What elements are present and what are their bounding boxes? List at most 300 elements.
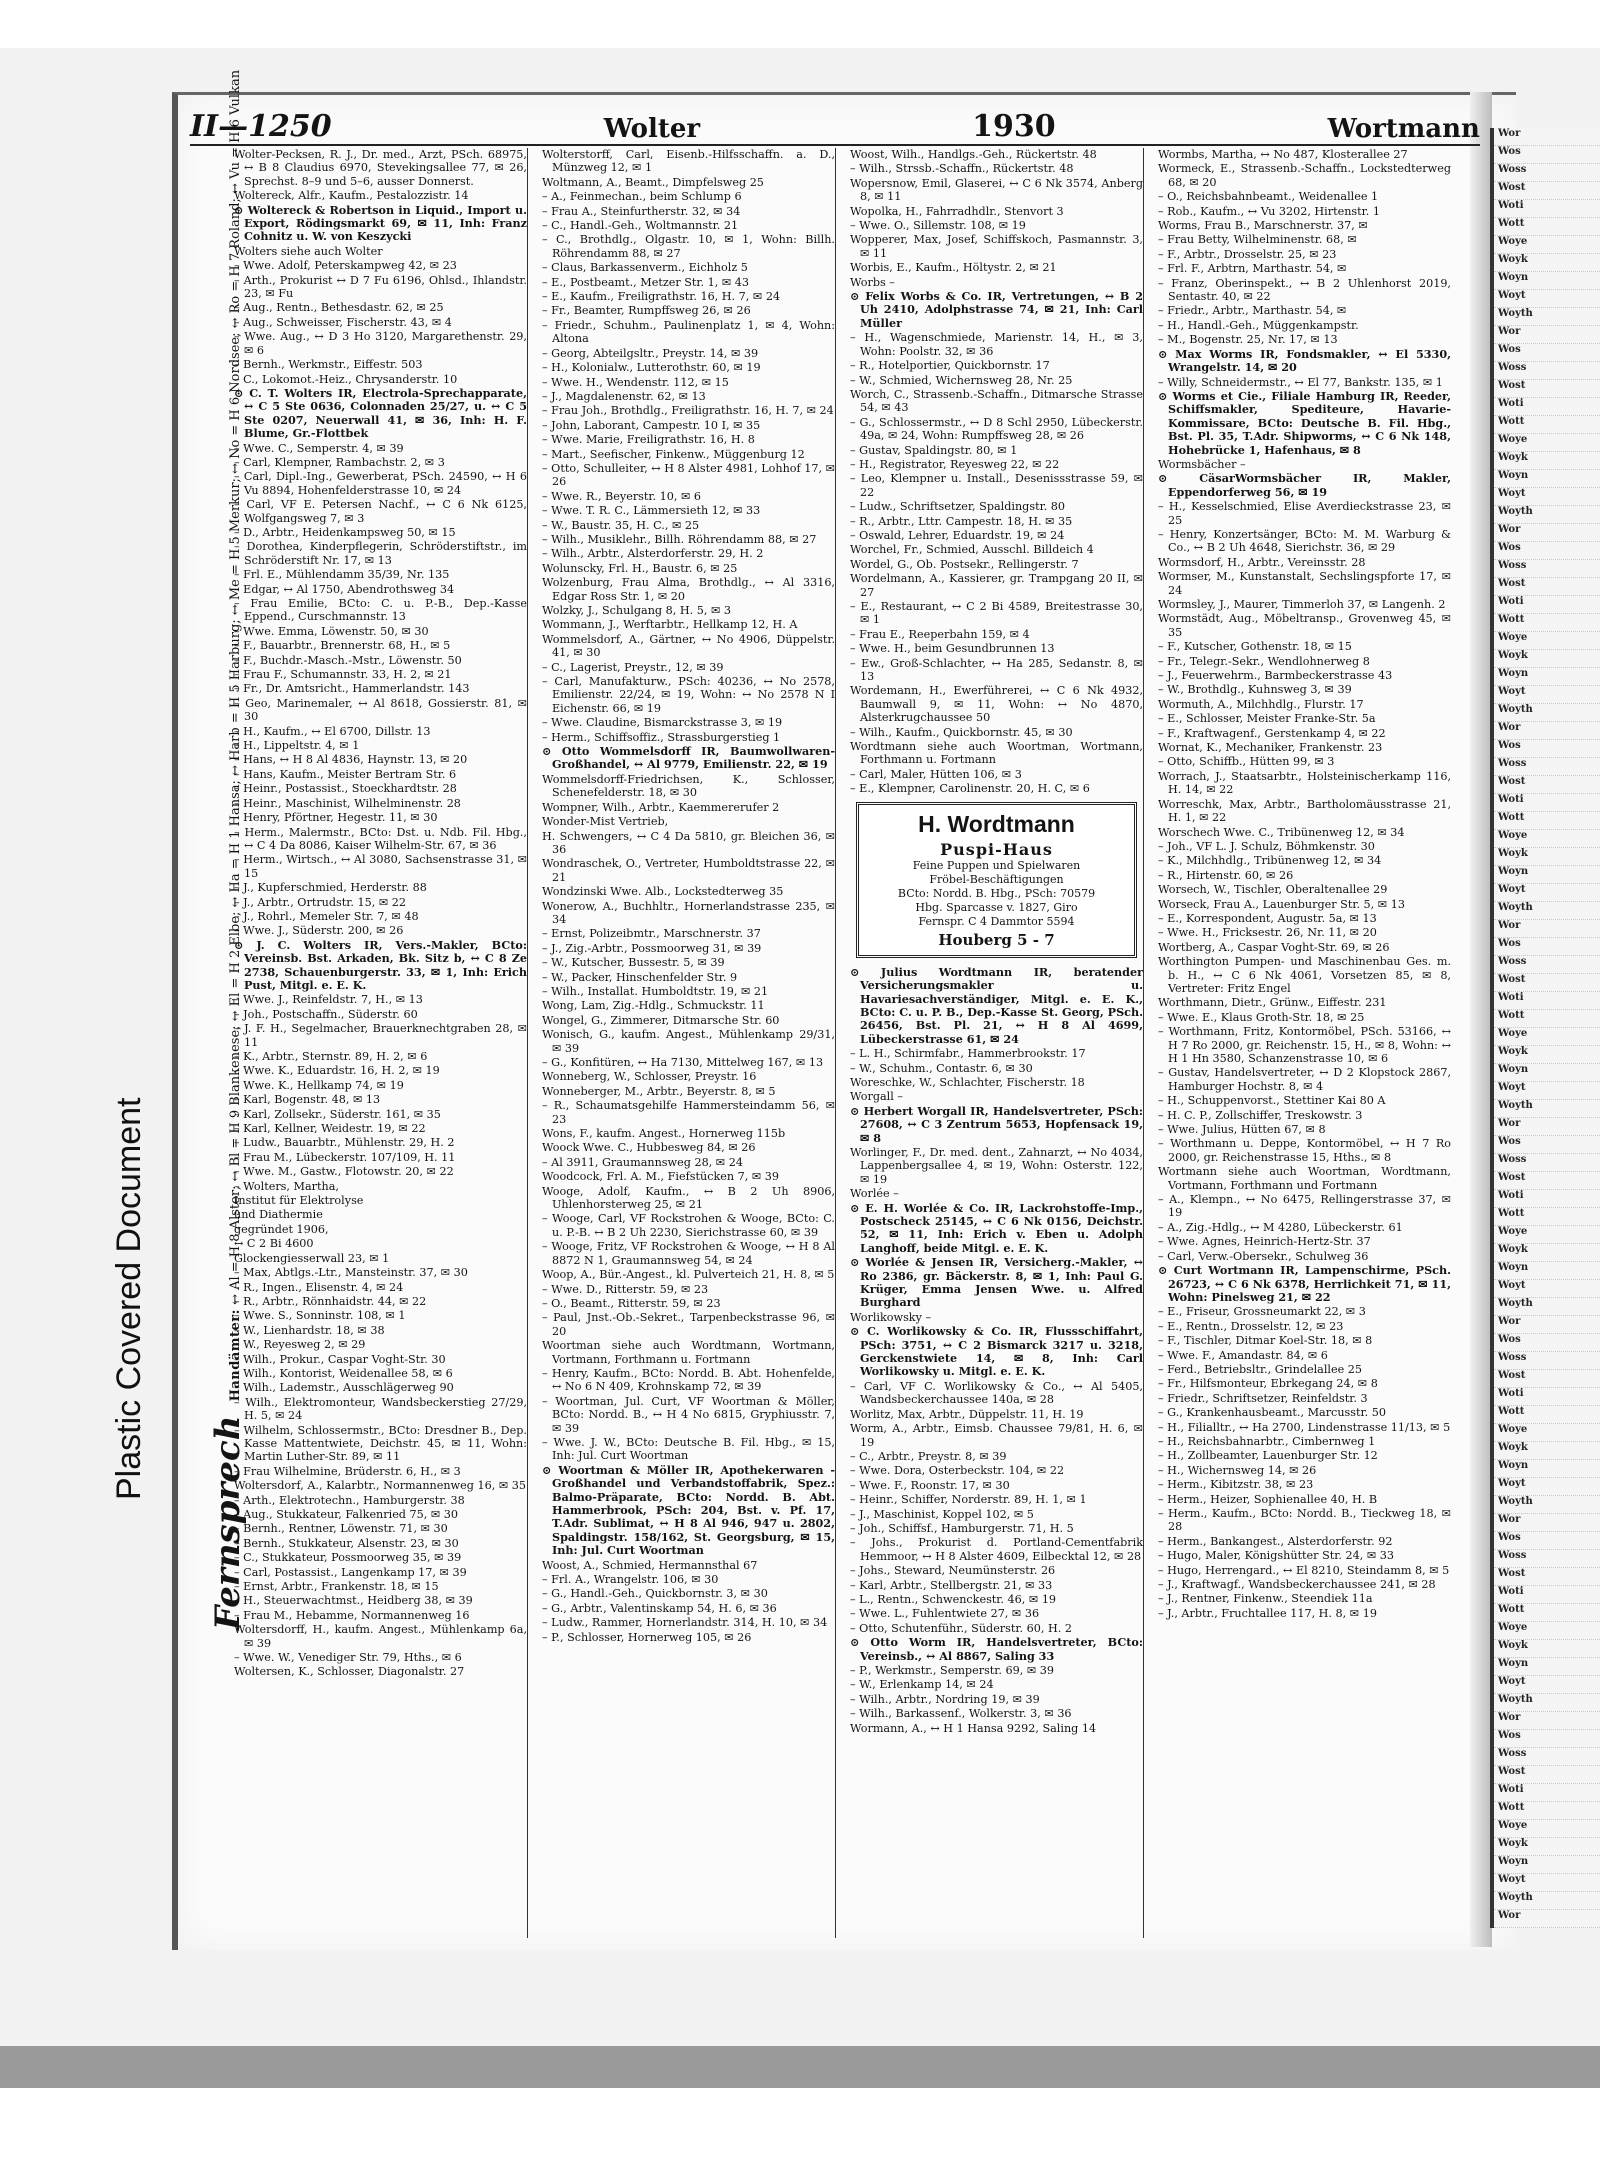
directory-entry: – H., Lippeltstr. 4, ✉ 1 (234, 739, 360, 753)
next-page-fragment: Woss (1494, 758, 1600, 776)
directory-entry: Woltersen, K., Schlosser, Diagonalstr. 27 (234, 1665, 465, 1679)
directory-entry: ⊙ Herbert Worgall IR, Handelsvertreter, PSch: 27608, ↔ C 3 Zentrum 5653, Hopfensack 19, ✉ 8 (850, 1103, 1143, 1145)
directory-entry: – Leo, Klempner u. Install., Desenissstrasse 59, ✉ 22 (850, 472, 1143, 499)
directory-entry: – Hans, ↔ H 8 Al 4836, Haynstr. 13, ✉ 20 (234, 753, 468, 767)
directory-entry: ⊙ Otto Wommelsdorff IR, Baumwollwaren-Großhandel, ↔ Al 9779, Emilienstr. 22, ✉ 19 (542, 744, 835, 772)
directory-entry: – Friedr., Schuhm., Paulinenplatz 1, ✉ 4, Wohn: Altona (542, 318, 835, 346)
directory-entry: – Wwe. J., Reinfeldstr. 7, H., ✉ 13 (234, 993, 423, 1007)
directory-entry: – Wilh., Musiklehr., Billh. Röhrendamm 88, ✉ 27 (542, 532, 817, 546)
directory-entry: – H., Zollbeamter, Lauenburger Str. 12 (1158, 1449, 1378, 1463)
directory-entry: – Herm., Wirtsch., ↔ Al 3080, Sachsenstrasse 31, ✉ 15 (234, 853, 527, 880)
directory-entry: – O., Reichsbahnbeamt., Weidenallee 1 (1158, 190, 1379, 204)
directory-entry: Woortman siehe auch Wordtmann, Wortmann, Vortmann, Forthmann u. Fortmann (542, 1339, 835, 1366)
directory-entry: – C., Handl.-Geh., Woltmannstr. 21 (542, 219, 739, 233)
directory-entry: ⊙ Julius Wordtmann IR, beratender Versicherungsmakler u. Havariesachverständiger, Mitgl. e. E. K., BCto: C. u. P. B., Dep.-Kasse St. Georg, PSch. 26456, Bst. Pl. 21, ↔ H 8 Al 4699, Lübeckerstrasse 61, ✉ 24 (850, 964, 1143, 1046)
directory-entry: – W., Kutscher, Bussestr. 5, ✉ 39 (542, 956, 725, 970)
next-page-fragment: Woye (1494, 1424, 1600, 1442)
directory-entry: – Woortman, Jul. Curt, VF Woortman & Möller, BCto: Nordd. B., ↔ H 4 No 6815, Gryphiusstr. 7, ✉ 39 (542, 1394, 835, 1435)
directory-entry: ⊙ Curt Wortmann IR, Lampenschirme, PSch. 26723, ↔ C 6 Nk 6378, Herrlichkeit 71, ✉ 11, Wohn: Pinelsweg 21, ✉ 22 (1158, 1263, 1451, 1304)
next-page-fragment: Woyn (1494, 1064, 1600, 1082)
directory-entry: – Rob., Kaufm., ↔ Vu 3202, Hirtenstr. 1 (1158, 204, 1381, 218)
next-page-fragment: Wos (1494, 740, 1600, 758)
column-4 (1158, 148, 1451, 1938)
directory-entry: – E., Restaurant, ↔ C 2 Bi 4589, Breitestrasse 30, ✉ 1 (850, 600, 1143, 627)
directory-entry: Wordelmann, A., Kassierer, gr. Trampgang 20 II, ✉ 27 (850, 572, 1143, 599)
directory-entry: Wornat, K., Mechaniker, Frankenstr. 23 (1158, 741, 1383, 755)
directory-entry: – Wilh., Lademstr., Ausschlägerweg 90 (234, 1381, 454, 1395)
directory-entry: Wonerow, A., Buchhltr., Hornerlandstrasse 235, ✉ 34 (542, 899, 835, 926)
next-page-fragment: Wost (1494, 974, 1600, 992)
next-page-fragment: Woyt (1494, 488, 1600, 506)
directory-entry: Worlée – (850, 1187, 899, 1201)
directory-entry: – Wooge, Fritz, VF Rockstrohen & Wooge, ↔ H 8 Al 8872 N 1, Graumannsweg 54, ✉ 24 (542, 1240, 835, 1267)
directory-entry: – Fr., Beamter, Rumpffsweg 26, ✉ 26 (542, 304, 751, 318)
column-1 (234, 148, 528, 1938)
directory-entry: – W., Packer, Hinschenfelder Str. 9 (542, 970, 738, 984)
next-page-fragment: Wor (1494, 722, 1600, 740)
directory-entry: – John, Laborant, Campestr. 10 I, ✉ 35 (542, 418, 761, 432)
directory-entry: Wongel, G., Zimmerer, Ditmarsche Str. 60 (542, 1013, 780, 1027)
directory-entry: – Wooge, Carl, VF Rockstrohen & Wooge, BCto: C. u. P.-B. ↔ B 2 Uh 2230, Sierichstrasse 60, ✉ 39 (542, 1212, 835, 1239)
directory-entry: ⊙ Worms et Cie., Filiale Hamburg IR, Reeder, Schiffsmakler, Spediteure, Havarie-Kommissare, BCto: Deutsche B. Fil. Hbg., Bst. Pl. 35, T.Adr. Shipworms, ↔ C 6 Nk 148, Hohebrücke 1, Hafenhaus, ✉ 8 (1158, 388, 1451, 457)
next-page-fragment: Wost (1494, 1568, 1600, 1586)
directory-entry: – Franz, Oberinspekt., ↔ B 2 Uhlenhorst 2019, Sentastr. 40, ✉ 22 (1158, 276, 1451, 304)
directory-entry: – Ludw., Bauarbtr., Mühlenstr. 29, H. 2 (234, 1136, 455, 1150)
next-page-fragment: Woyn (1494, 272, 1600, 290)
directory-entry: Wormeck, E., Strassenb.-Schaffn., Lockstedterweg 68, ✉ 20 (1158, 162, 1451, 189)
directory-entry: – L., Rentn., Schwenckestr. 46, ✉ 19 (850, 1592, 1057, 1606)
next-page-fragment: Woss (1494, 1748, 1600, 1766)
directory-entry: Worsech, W., Tischler, Oberaltenallee 29 (1158, 883, 1388, 897)
directory-entry: Glockengiesserwall 23, ✉ 1 (234, 1251, 390, 1265)
directory-entry: – M., Bogenstr. 25, Nr. 17, ✉ 13 (1158, 333, 1338, 347)
directory-entry: – J., Feuerwehrm., Barmbeckerstrasse 43 (1158, 669, 1393, 683)
directory-entry: Worlinger, F., Dr. med. dent., Zahnarzt, ↔ No 4034, Lappenbergsallee 4, ✉ 19, Wohn: Osterstr. 122, ✉ 19 (850, 1145, 1143, 1186)
ad-line: Fernspr. C 4 Dammtor 5594 (918, 914, 1075, 928)
directory-entry: Wormuth, A., Milchhdlg., Flurstr. 17 (1158, 697, 1364, 711)
next-page-fragment: Woyn (1494, 1856, 1600, 1874)
directory-entry: – Wwe. H., Fricksestr. 26, Nr. 11, ✉ 20 (1158, 926, 1377, 940)
directory-entry: – Ernst, Arbtr., Frankenstr. 18, ✉ 15 (234, 1580, 439, 1594)
next-page-fragment: Wott (1494, 1010, 1600, 1028)
directory-entry: – Heinr., Maschinist, Wilhelminenstr. 28 (234, 796, 461, 810)
directory-entry: ⊙ Woltereck & Robertson in Liquid., Import u. Export, Rödingsmarkt 69, ✉ 11, Inh: Franz Cohnitz u. W. von Keszycki (234, 202, 527, 244)
directory-entry: – Carl, Verw.-Obersekr., Schulweg 36 (1158, 1249, 1369, 1263)
next-page-fragment: Wor (1494, 524, 1600, 542)
directory-entry: – J., Arbtr., Fruchtallee 117, H. 8, ✉ 19 (1158, 1606, 1377, 1620)
directory-entry: Worlitz, Max, Arbtr., Düppelstr. 11, H. 19 (850, 1407, 1084, 1421)
directory-entry: – H., Handl.-Geh., Müggenkampstr. (1158, 318, 1359, 332)
directory-entry: – Arth., Prokurist ↔ D 7 Fu 6196, Ohlsd., Ihlandstr. 23, ✉ Fu (234, 273, 527, 301)
directory-entry: – Aug., Stukkateur, Falkenried 75, ✉ 30 (234, 1508, 459, 1521)
directory-entry: Worm, A., Arbtr., Eimsb. Chaussee 79/81, H. 6, ✉ 19 (850, 1422, 1143, 1449)
next-page-fragment: Woti (1494, 1784, 1600, 1802)
ad-line: Fröbel-Beschäftigungen (929, 872, 1064, 886)
directory-entry: – J. F. H., Segelmacher, Brauerknechtgraben 28, ✉ 11 (234, 1022, 527, 1049)
directory-entry: – Carl, Manufakturw., PSch: 40236, ↔ No 2578, Emilienstr. 22/24, ✉ 19, Wohn: ↔ No 2578 N I Eichenstr. 66, ✉ 19 (542, 675, 835, 715)
next-page-fragment: Wott (1494, 218, 1600, 236)
directory-entry: – Wwe. Emma, Löwenstr. 50, ✉ 30 (234, 624, 429, 638)
scan-bottom-band (0, 2046, 1600, 2088)
directory-entry: ⊙ CäsarWormsbächer IR, Makler, Eppendorferweg 56, ✉ 19 (1158, 471, 1451, 499)
directory-entry: – Frau M., Lübeckerstr. 107/109, H. 11 (234, 1150, 456, 1164)
ad-title: H. Wordtmann (918, 810, 1075, 837)
directory-entry: – G., Handl.-Geh., Quickbornstr. 3, ✉ 30 (542, 1587, 768, 1601)
directory-entry: – Henry, Kaufm., BCto: Nordd. B. Abt. Hohenfelde, ↔ No 6 N 409, Krohnskamp 72, ✉ 39 (542, 1366, 835, 1394)
next-page-fragment: Wor (1494, 128, 1600, 146)
legend-codes: ↔ Al = H 8 Alster; ↔ Bl = H 9 Blankenese; ↔ El = H 2 Elbe; ↔ Ha = H 1 Hansa; ↔ Harb = H 5 Harburg; ↔ Me = H 5 Merkur; ↔ No = H 6 Nordsee; ↔ Ro = H 7 Roland; ↔ Vu = H 6 Vulkan (228, 69, 243, 1305)
directory-entry: Woost, A., Schmied, Hermannsthal 67 (542, 1558, 758, 1572)
directory-entry: – Claus, Barkassenverm., Eichholz 5 (542, 261, 748, 275)
directory-entry: – Carl, Klempner, Rambachstr. 2, ✉ 3 (234, 455, 445, 469)
next-page-fragment: Woyth (1494, 1496, 1600, 1514)
directory-entry: – Wwe. Aug., ↔ D 3 Ho 3120, Margarethenstr. 29, ✉ 6 (234, 330, 527, 357)
directory-entry: – R., Ingen., Elisenstr. 4, ✉ 24 (234, 1280, 404, 1294)
directory-entry: – Wwe. S., Sonninstr. 108, ✉ 1 (234, 1309, 406, 1323)
directory-entry: Wolzenburg, Frau Alma, Brothdlg., ↔ Al 3316, Edgar Ross Str. 1, ✉ 20 (542, 576, 835, 603)
directory-entry: – Wwe. E., Klaus Groth-Str. 18, ✉ 25 (1158, 1010, 1365, 1024)
directory-entry: Woost, Wilh., Handlgs.-Geh., Rückertstr. 48 (850, 148, 1097, 161)
next-page-fragment: Woyth (1494, 704, 1600, 722)
next-page-fragment: Woyt (1494, 1478, 1600, 1496)
next-page-fragment: Wott (1494, 1406, 1600, 1424)
next-page-fragment: Wos (1494, 344, 1600, 362)
directory-entry: – Georg, Abteilgsltr., Preystr. 14, ✉ 39 (542, 346, 759, 360)
next-page-fragment: Wor (1494, 920, 1600, 938)
directory-entry: Woreschke, W., Schlachter, Fischerstr. 18 (850, 1075, 1085, 1089)
directory-entry: Wolunscky, Frl. H., Baustr. 6, ✉ 25 (542, 561, 738, 575)
directory-entry: – Wwe. J., Süderstr. 200, ✉ 26 (234, 924, 404, 938)
directory-entry: – C., Stukkateur, Possmoorweg 35, ✉ 39 (234, 1551, 462, 1565)
next-page-fragment: Woyth (1494, 902, 1600, 920)
directory-entry: – Carl, VF C. Worlikowsky & Co., ↔ Al 5405, Wandsbeckerchaussee 140a, ✉ 28 (850, 1379, 1143, 1407)
directory-entry: – Wwe. H., beim Gesundbrunnen 13 (850, 642, 1055, 656)
directory-entry: Wormsbächer – (1158, 457, 1246, 471)
directory-entry: – Mart., Seefischer, Finkenw., Müggenburg 12 (542, 447, 805, 461)
directory-entry: – Wwe. K., Eduardstr. 16, H. 2, ✉ 19 (234, 1064, 440, 1078)
directory-entry: Wordtmann siehe auch Woortman, Wortmann, Forthmann u. Fortmann (850, 740, 1143, 767)
wordtmann-advertisement (856, 802, 1137, 958)
directory-entry: – Wilh., Barkassenf., Wolkerstr. 3, ✉ 36 (850, 1707, 1072, 1721)
directory-entry: Wommelsdorf, A., Gärtner, ↔ No 4906, Düppelstr. 41, ✉ 30 (542, 632, 835, 660)
directory-entry: – G., Krankenhausbeamt., Marcusstr. 50 (1158, 1406, 1386, 1420)
directory-entry: Wormsley, J., Maurer, Timmerloh 37, ✉ Langenh. 2 (1158, 598, 1446, 611)
directory-entry: – W., Baustr. 35, H. C., ✉ 25 (542, 518, 700, 532)
directory-entry: ⊙ J. C. Wolters IR, Vers.-Makler, BCto: Vereinsb. Bst. Arkaden, Bk. Sitz b, ↔ C 8 Ze 2738, Schauenburgerstr. 33, ✉ 1, Inh: Erich Pust, Mitgl. e. E. K. (234, 937, 527, 992)
next-page-fragment: Wos (1494, 1730, 1600, 1748)
directory-entry: – W., Lienhardstr. 18, ✉ 38 (234, 1323, 385, 1337)
directory-entry: – Worthmann, Fritz, Kontormöbel, PSch. 53166, ↔ H 7 Ro 2000, gr. Reichenstr. 15, H., ✉ 8, Wohn: ↔ H 1 Hn 3580, Schanzenstrasse 10, ✉ 6 (1158, 1025, 1451, 1065)
directory-entry: – R., Arbtr., Lttr. Campestr. 18, H. ✉ 35 (850, 514, 1073, 528)
next-page-fragment: Woss (1494, 164, 1600, 182)
directory-entry: – Fr., Dr. Amtsricht., Hammerlandstr. 143 (234, 682, 470, 696)
next-page-fragment: Wor (1494, 1118, 1600, 1136)
directory-entry: – W., Erlenkamp 14, ✉ 24 (850, 1678, 994, 1692)
directory-entry: Wompner, Wilh., Arbtr., Kaemmererufer 2 (542, 800, 780, 814)
directory-entry: – J., Magdalenenstr. 62, ✉ 13 (542, 389, 706, 403)
next-page-fragment: Woyt (1494, 1676, 1600, 1694)
directory-entry: Wordemann, H., Ewerführerei, ↔ C 6 Nk 4932, Baumwall 9, ✉ 11, Wohn: ↔ No 4870, Alsterkrugchaussee 50 (850, 684, 1143, 725)
directory-entry: – Wwe. Adolf, Peterskampweg 42, ✉ 23 (234, 259, 457, 273)
directory-entry: – Fr., Telegr.-Sekr., Wendlohnerweg 8 (1158, 654, 1370, 668)
next-page-fragment: Woyk (1494, 1640, 1600, 1658)
next-page-fragment: Wott (1494, 614, 1600, 632)
directory-entry: Wolter-Pecksen, R. J., Dr. med., Arzt, PSch. 68975, ↔ B 8 Claudius 6970, Stevekingsallee 77, ✉ 26, Sprechst. 8–9 und 5–6, ausser Donnerst. (234, 148, 527, 188)
directory-entry: – Gustav, Handelsvertreter, ↔ D 2 Klopstock 2867, Hamburger Hochstr. 8, ✉ 4 (1158, 1066, 1451, 1093)
directory-entry: Wooge, Adolf, Kaufm., ↔ B 2 Uh 8906, Uhlenhorsterweg 25, ✉ 21 (542, 1184, 835, 1212)
directory-entry: – C., Brothdlg., Olgastr. 10, ✉ 1, Wohn: Billh. Röhrendamm 88, ✉ 27 (542, 233, 835, 260)
directory-entry: – Heinr., Schiffer, Norderstr. 89, H. 1, ✉ 1 (850, 1493, 1087, 1507)
directory-entry: – Frau F., Schumannstr. 33, H. 2, ✉ 21 (234, 668, 452, 682)
directory-entry: – Wilhelm, Schlossermstr., BCto: Dresdner B., Dep. Kasse Mattentwiete, Deichstr. 45, ✉ 11, Wohn: Martin Luther-Str. 89, ✉ 11 (234, 1423, 527, 1464)
directory-entry: – H., Wichernsweg 14, ✉ 26 (1158, 1463, 1317, 1477)
directory-entry: – Aug., Rentn., Bethesdastr. 62, ✉ 25 (234, 301, 444, 315)
next-page-fragment: Woyk (1494, 1244, 1600, 1262)
directory-entry: Wolterstorff, Carl, Eisenb.-Hilfsschaffn. a. D., Münzweg 12, ✉ 1 (542, 148, 835, 175)
directory-entry: – Wwe. J. W., BCto: Deutsche B. Fil. Hbg., ✉ 15, Inh: Jul. Curt Woortman (542, 1435, 835, 1463)
directory-entry: – J., Kupferschmied, Herderstr. 88 (234, 881, 427, 895)
directory-entry: – J., Rohrl., Memeler Str. 7, ✉ 48 (234, 909, 419, 923)
scan-top-margin (0, 0, 1600, 50)
directory-entry: Wons, F., kaufm. Angest., Hornerweg 115b (542, 1127, 786, 1141)
directory-entry: – Karl, Bogenstr. 48, ✉ 13 (234, 1093, 381, 1107)
next-page-fragment: Woyt (1494, 290, 1600, 308)
directory-entry: – J., Maschinist, Koppel 102, ✉ 5 (850, 1507, 1034, 1521)
directory-entry: – Carl, VF E. Petersen Nachf., ↔ C 6 Nk 6125, Wolfgangsweg 7, ✉ 3 (234, 498, 527, 525)
directory-entry: – Joh., VF L. J. Schulz, Böhmkenstr. 30 (1158, 839, 1375, 853)
directory-entry: – Wwe. Marie, Freiligrathstr. 16, H. 8 (542, 433, 755, 447)
directory-entry: – Dorothea, Kinderpflegerin, Schröderstiftstr., im Schröderstift Nr. 17, ✉ 13 (234, 540, 527, 567)
next-page-fragment: Woti (1494, 794, 1600, 812)
directory-entry: – Hans, Kaufm., Meister Bertram Str. 6 (234, 767, 457, 781)
directory-entry: – O., Beamt., Ritterstr. 59, ✉ 23 (542, 1296, 721, 1310)
directory-entry: Worlikowsky – (850, 1310, 932, 1324)
next-page-fragment: Wott (1494, 1604, 1600, 1622)
directory-entry: Wommelsdorff-Friedrichsen, K., Schlosser, Schenefelderstr. 18, ✉ 30 (542, 772, 835, 800)
directory-entry: Woltmann, A., Beamt., Dimpfelsweg 25 (542, 175, 764, 189)
directory-entry: Institut für Elektrolyse (234, 1194, 364, 1208)
next-page-fragment: Wost (1494, 776, 1600, 794)
directory-entry: – C., Arbtr., Preystr. 8, ✉ 39 (850, 1449, 1007, 1463)
directory-entry: – H., Schuppenvorst., Stettiner Kai 80 A (1158, 1094, 1386, 1108)
directory-entry: – H., Steuerwachtmst., Heidberg 38, ✉ 39 (234, 1594, 473, 1608)
next-page-fragment: Woyth (1494, 1892, 1600, 1910)
directory-entry: – Frau M., Hebamme, Normannenweg 16 (234, 1608, 470, 1622)
next-page-fragment: Wor (1494, 1514, 1600, 1532)
directory-entry: – Johs., Prokurist d. Portland-Cementfabrik Hemmoor, ↔ H 8 Alster 4609, Eilbecktal 12, ✉ 28 (850, 1536, 1143, 1563)
next-page-fragment: Woye (1494, 1820, 1600, 1838)
directory-entry: – G., Konfitüren, ↔ Ha 7130, Mittelweg 167, ✉ 13 (542, 1056, 824, 1069)
directory-entry: – Ernst, Polizeibmtr., Marschnerstr. 37 (542, 927, 761, 941)
directory-entry: – F., Kutscher, Gothenstr. 18, ✉ 15 (1158, 640, 1352, 654)
next-page-fragment: Woyn (1494, 866, 1600, 884)
directory-entry: Worgall – (850, 1090, 903, 1104)
directory-entry: ⊙ E. H. Worlée & Co. IR, Lackrohstoffe-Imp., Postscheck 25145, ↔ C 6 Nk 0156, Deichstr. 52, ✉ 11, Inh: Erich v. Eben u. Adolph Langhoff, beide Mitgl. e. E. K. (850, 1200, 1143, 1255)
next-page-fragment: Woyn (1494, 470, 1600, 488)
next-page-fragment: Woyn (1494, 668, 1600, 686)
ad-subtitle: Puspi-Haus (940, 839, 1053, 859)
directory-entry: Wormstädt, Aug., Möbeltransp., Grovenweg 45, ✉ 35 (1158, 612, 1451, 639)
directory-entry: Worthmann, Dietr., Grünw., Eiffestr. 231 (1158, 996, 1387, 1010)
next-page-fragment-list (1494, 128, 1600, 1928)
next-page-fragment: Woss (1494, 362, 1600, 380)
next-page-fragment: Woye (1494, 1622, 1600, 1640)
directory-entry: Worthington Pumpen- und Maschinenbau Ges. m. b. H., ↔ C 6 Nk 4061, Vorsetzen 85, ✉ 8, Vertreter: Fritz Engel (1158, 955, 1451, 995)
directory-entry: – Herm., Malermstr., BCto: Dst. u. Ndb. Fil. Hbg., ↔ C 4 Da 8086, Kaiser Wilhelm-Str. 67, ✉ 36 (234, 825, 527, 852)
next-page-fragment: Woyk (1494, 1046, 1600, 1064)
directory-entry: – Wwe. K., Hellkamp 74, ✉ 19 (234, 1078, 404, 1092)
next-page-fragment: Wor (1494, 1910, 1600, 1928)
directory-entry: – Bernh., Werkmstr., Eiffestr. 503 (234, 358, 423, 372)
next-page-fragment: Wost (1494, 1370, 1600, 1388)
directory-entry: – Frau Wilhelmine, Brüderstr. 6, H., ✉ 3 (234, 1464, 461, 1478)
directory-entry: – E., Friseur, Grossneumarkt 22, ✉ 3 (1158, 1305, 1366, 1319)
directory-entry: Worch, C., Strassenb.-Schaffn., Ditmarsche Strasse 54, ✉ 43 (850, 387, 1143, 415)
directory-entry: – K., Arbtr., Sternstr. 89, H. 2, ✉ 6 (234, 1050, 428, 1063)
next-page-fragment: Woyn (1494, 1460, 1600, 1478)
directory-entry: – Otto, Schiffb., Hütten 99, ✉ 3 (1158, 755, 1335, 769)
next-page-fragment: Woss (1494, 1154, 1600, 1172)
next-page-fragment: Wos (1494, 146, 1600, 164)
page-header (190, 104, 1480, 146)
directory-entry: – Wwe. Dora, Osterbeckstr. 104, ✉ 22 (850, 1464, 1065, 1478)
directory-entry: Woltersdorff, H., kaufm. Angest., Mühlenkamp 6a, ✉ 39 (234, 1623, 527, 1650)
ad-address: Houberg 5 - 7 (938, 930, 1055, 949)
directory-entry: – Ew., Groß-Schlachter, ↔ Ha 285, Sedanstr. 8, ✉ 13 (850, 656, 1143, 684)
next-page-fragment: Wott (1494, 416, 1600, 434)
next-page-fragment: Wost (1494, 380, 1600, 398)
directory-entry: – C., Lokomot.-Heiz., Chrysanderstr. 10 (234, 372, 458, 386)
directory-entry: – W., Brothdlg., Kuhnsweg 3, ✉ 39 (1158, 683, 1352, 697)
directory-entry: – Wilh., Kaufm., Quickbornstr. 45, ✉ 30 (850, 725, 1073, 739)
directory-entry: – Hugo, Herrengard., ↔ El 8210, Steindamm 8, ✉ 5 (1158, 1563, 1450, 1577)
directory-entry: – Willy, Schneidermstr., ↔ El 77, Bankstr. 135, ✉ 1 (1158, 375, 1443, 389)
directory-entry: – Joh., Schiffsf., Hamburgerstr. 71, H. 5 (850, 1521, 1074, 1535)
directory-entry: und Diathermie (234, 1208, 323, 1222)
directory-entry: – Wilh., Elektromonteur, Wandsbeckerstieg 27/29, H. 5, ✉ 24 (234, 1395, 527, 1423)
directory-entry: – R., Hirtenstr. 60, ✉ 26 (1158, 868, 1294, 882)
directory-entry: – L. H., Schirmfabr., Hammerbrookstr. 17 (850, 1047, 1086, 1061)
next-page-fragment: Woti (1494, 1586, 1600, 1604)
directory-entry: – W., Reyesweg 2, ✉ 29 (234, 1338, 366, 1352)
ad-line: Feine Puppen und Spielwaren (912, 858, 1081, 872)
directory-entry: – Frau A., Steinfurtherstr. 32, ✉ 34 (542, 204, 741, 218)
directory-entry: – Herm., Heizer, Sophienallee 40, H. B (1158, 1492, 1378, 1506)
next-page-fragment: Woyk (1494, 1442, 1600, 1460)
directory-entry: Wonisch, G., kaufm. Angest., Mühlenkamp 29/31, ✉ 39 (542, 1028, 835, 1055)
column-3 (850, 148, 1144, 1938)
next-page-fragment: Woti (1494, 200, 1600, 218)
directory-entry: – Herm., Kaufm., BCto: Nordd. B., Tieckweg 18, ✉ 28 (1158, 1507, 1451, 1534)
directory-entry: – G., Schlossermstr., ↔ D 8 Schl 2950, Lübeckerstr. 49a, ✉ 24, Wohn: Rumpffsweg 28, ✉ 26 (850, 415, 1143, 443)
next-page-fragment: Woyk (1494, 452, 1600, 470)
directory-entry: Wondraschek, O., Vertreter, Humboldtstrasse 22, ✉ 21 (542, 857, 835, 884)
next-page-fragment: Woyth (1494, 308, 1600, 326)
directory-entry: – Wwe. D., Ritterstr. 59, ✉ 23 (542, 1282, 709, 1296)
next-page-fragment: Woyt (1494, 686, 1600, 704)
directory-entry: – Wwe. F., Roonstr. 17, ✉ 30 (850, 1478, 1010, 1492)
directory-entry: – Karl, Zollsekr., Süderstr. 161, ✉ 35 (234, 1107, 441, 1121)
directory-entry: – Karl, Kellner, Weidestr. 19, ✉ 22 (234, 1122, 426, 1136)
directory-entry: – Wilh., Kontorist, Weidenallee 58, ✉ 6 (234, 1366, 453, 1380)
next-page-fragment: Woyt (1494, 1874, 1600, 1892)
directory-entry: – Frl. A., Wrangelstr. 106, ✉ 30 (542, 1573, 719, 1587)
directory-entry: Wonneberger, M., Arbtr., Beyerstr. 8, ✉ 5 (542, 1084, 776, 1098)
next-page-fragment: Wott (1494, 812, 1600, 830)
directory-entry: – F., Arbtr., Drosselstr. 25, ✉ 23 (1158, 247, 1337, 261)
directory-entry: Wormbs, Martha, ↔ No 487, Klosterallee 27 (1158, 148, 1408, 161)
next-page-fragment: Woyk (1494, 848, 1600, 866)
directory-entry: – Friedr., Schriftsetzer, Reinfeldstr. 3 (1158, 1391, 1368, 1405)
directory-entry: – F., Bauarbtr., Brennerstr. 68, H., ✉ 5 (234, 639, 451, 653)
directory-entry: – Karl, Arbtr., Stellbergstr. 21, ✉ 33 (850, 1578, 1053, 1592)
directory-entry: – Otto, Schutenführ., Süderstr. 60, H. 2 (850, 1621, 1072, 1635)
directory-entry: – E., Kaufm., Freiligrathstr. 16, H. 7, ✉ 24 (542, 290, 781, 304)
directory-entry: – Otto, Schulleiter, ↔ H 8 Alster 4981, Lohhof 17, ✉ 26 (542, 461, 835, 489)
next-page-fragment: Wost (1494, 1172, 1600, 1190)
next-page-fragment: Wott (1494, 1802, 1600, 1820)
next-page-fragment: Wos (1494, 542, 1600, 560)
directory-entry: – E., Korrespondent, Augustr. 5a, ✉ 13 (1158, 911, 1377, 925)
next-page-fragment: Woti (1494, 596, 1600, 614)
directory-entry: Worseck, Frau A., Lauenburger Str. 5, ✉ 13 (1158, 897, 1405, 911)
directory-entry: – Wilh., Installat. Humboldtstr. 19, ✉ 21 (542, 984, 769, 998)
column-3-entries-bottom (850, 966, 1143, 1735)
directory-entry: – R., Hotelportier, Quickbornstr. 17 (850, 359, 1050, 373)
directory-entry: Wolters siehe auch Wolter (234, 244, 383, 258)
directory-entry: – H., Registrator, Reyesweg 22, ✉ 22 (850, 457, 1060, 471)
directory-entry: – Herm., Schiffsoffiz., Strassburgerstieg 1 (542, 730, 781, 744)
next-page-fragment: Woyth (1494, 1694, 1600, 1712)
directory-entry: – F., Kraftwagenf., Gerstenkamp 4, ✉ 22 (1158, 726, 1386, 740)
directory-entry: – Frl. E., Mühlendamm 35/39, Nr. 135 (234, 568, 450, 582)
directory-entry: Woop, A., Bür.-Angest., kl. Pulverteich 21, H. 8, ✉ 5 (542, 1268, 835, 1282)
directory-entry: – Johs., Steward, Neumünsterstr. 26 (850, 1564, 1056, 1578)
next-page-fragment: Woye (1494, 1226, 1600, 1244)
directory-entry: – A., Feinmechan., beim Schlump 6 (542, 190, 742, 204)
directory-entry: – E., Schlosser, Meister Franke-Str. 5a (1158, 712, 1376, 726)
directory-entry: – Carl, Maler, Hütten 106, ✉ 3 (850, 767, 1022, 781)
directory-entry: Wondzinski Wwe. Alb., Lockstedterweg 35 (542, 885, 784, 899)
directory-entry: – Henry, Pförtner, Hegestr. 11, ✉ 30 (234, 811, 438, 825)
directory-entry: Wormann, A., ↔ H 1 Hansa 9292, Saling 14 (850, 1721, 1097, 1735)
directory-entry: – F., Tischler, Ditmar Koel-Str. 18, ✉ 8 (1158, 1334, 1373, 1348)
directory-entry: ⊙ Otto Worm IR, Handelsvertreter, BCto: Vereinsb., ↔ Al 8867, Saling 33 (850, 1635, 1143, 1663)
directory-entry: – K., Milchhdlg., Tribünenweg 12, ✉ 34 (1158, 854, 1382, 868)
directory-entry: Worms, Frau B., Marschnerstr. 37, ✉ (1158, 219, 1368, 233)
ad-line: Hbg. Sparcasse v. 1827, Giro (915, 900, 1078, 914)
directory-entry: – Wwe. T. R. C., Lämmersieth 12, ✉ 33 (542, 504, 761, 518)
directory-entry: – Edgar, ↔ Al 1750, Abendrothsweg 34 (234, 582, 455, 596)
next-page-fragment: Woti (1494, 992, 1600, 1010)
directory-entry: Worrach, J., Staatsarbtr., Holsteinischerkamp 116, H. 14, ✉ 22 (1158, 769, 1451, 797)
next-page-fragment: Wost (1494, 182, 1600, 200)
header-left-keyword: Wolter (603, 114, 701, 144)
column-2 (542, 148, 836, 1938)
directory-columns (234, 148, 1466, 1938)
directory-entry: – Ludw., Rammer, Hornerlandstr. 314, H. 10, ✉ 34 (542, 1616, 828, 1630)
directory-entry: – D., Arbtr., Heidenkampsweg 50, ✉ 15 (234, 525, 456, 539)
directory-entry: – Wolters, Martha, (234, 1179, 339, 1193)
directory-entry: – Bernh., Stukkateur, Alsenstr. 23, ✉ 30 (234, 1536, 459, 1550)
directory-entry: Worbis, E., Kaufm., Höltystr. 2, ✉ 21 (850, 261, 1057, 275)
directory-entry: – Wilh., Arbtr., Nordring 19, ✉ 39 (850, 1692, 1040, 1706)
directory-entry: Wonneberg, W., Schlosser, Preystr. 16 (542, 1070, 757, 1084)
directory-entry: – R., Arbtr., Rönnhaidstr. 44, ✉ 22 (234, 1294, 427, 1308)
directory-entry: Wolzky, J., Schulgang 8, H. 5, ✉ 3 (542, 604, 732, 617)
directory-entry: Wonder-Mist Vertrieb, (542, 815, 669, 829)
directory-entry: – Joh., Postschaffn., Süderstr. 60 (234, 1007, 418, 1021)
